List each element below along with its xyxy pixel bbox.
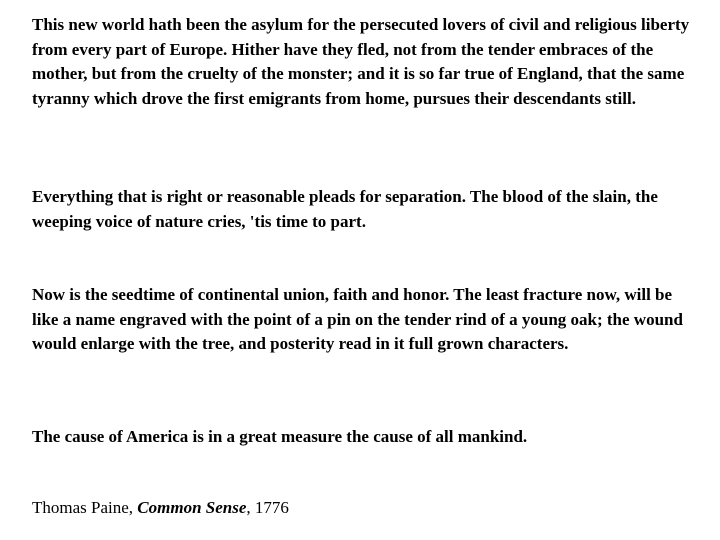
quote-paragraph-2: Everything that is right or reasonable pleads for separation. The blood of the slain, the weeping voice of nature cries, 'tis time to part. [32, 187, 658, 231]
citation [32, 496, 289, 520]
quote-paragraph-4: The cause of America is in a great measure the cause of all mankind. [32, 427, 528, 446]
quote-paragraph-1: This new world hath been the asylum for the persecuted lovers of civil and religious liberty from every part of Europe. Hither have they fled, not from the tender embraces of the mother, but from the cruelty of the monster; and it is so far true of England, that the same tyranny which drove the first emigrants from home, pursues their descendants still. [32, 15, 690, 108]
citation-year: , 1776 [246, 498, 289, 517]
quote-paragraph-3: Now is the seedtime of continental union, faith and honor. The least fracture now, will be like a name engraved with the point of a pin on the tender rind of a young oak; the wound would enlarge with the tree, and posterity read in it full grown characters. [32, 285, 683, 353]
citation-author: Thomas Paine, [32, 498, 138, 517]
citation-work-title: Common Sense [137, 498, 247, 517]
